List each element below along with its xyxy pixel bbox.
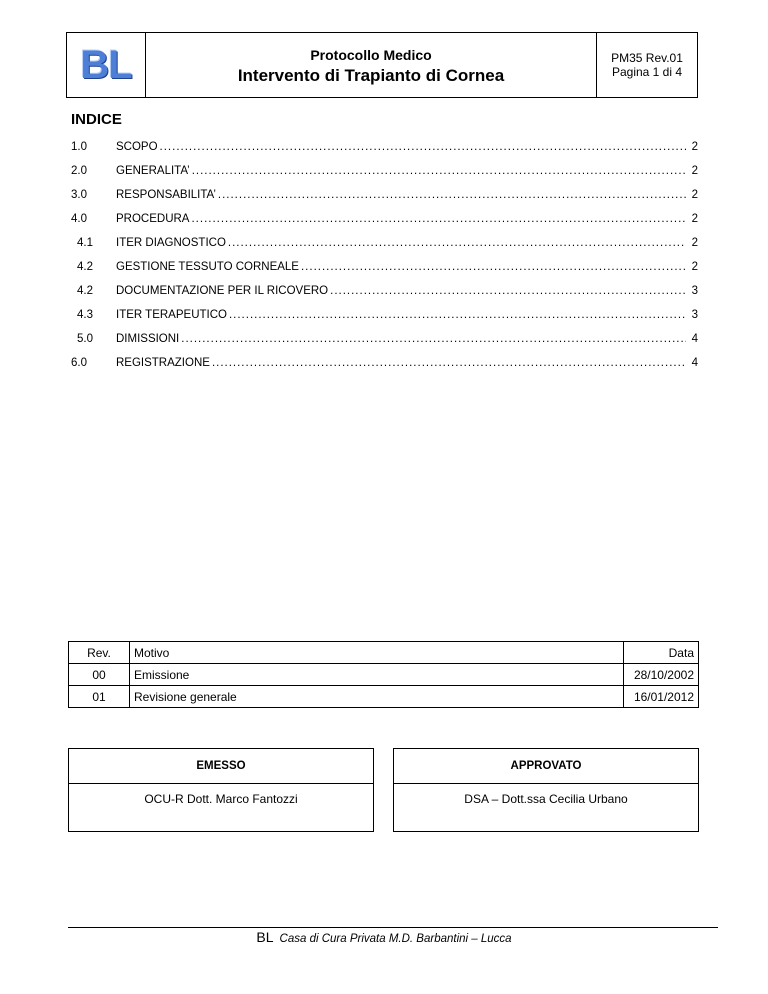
toc-title: PROCEDURA (116, 213, 190, 225)
toc-number: 2.0 (71, 165, 87, 177)
toc-entry[interactable] (71, 333, 698, 357)
footer-logo: BL (256, 929, 274, 945)
toc-page: 2 (691, 261, 698, 273)
cell-rev: 01 (69, 686, 130, 708)
toc-number: 4.2 (77, 285, 93, 297)
table-row (69, 664, 699, 686)
table-of-contents (71, 141, 698, 381)
toc-title: RESPONSABILITA’ (116, 189, 216, 201)
toc-entry[interactable] (71, 261, 698, 285)
toc-title: GENERALITA’ (116, 165, 190, 177)
emesso-box (68, 748, 374, 832)
table-header-row (69, 642, 699, 664)
doc-title: Intervento di Trapianto di Cornea (237, 65, 505, 85)
table-row (69, 686, 699, 708)
approvato-name: DSA – Dott.ssa Cecilia Urbano (464, 792, 628, 806)
header-title-cell (146, 33, 597, 97)
toc-page: 4 (691, 357, 698, 369)
toc-title: DOCUMENTAZIONE PER IL RICOVERO (116, 285, 329, 297)
doc-type: Protocollo Medico (310, 46, 432, 63)
footer-text: Casa di Cura Privata M.D. Barbantini – Lucca (279, 933, 512, 945)
toc-title: REGISTRAZIONE (116, 357, 210, 369)
page-footer (0, 929, 768, 945)
toc-number: 4.1 (77, 237, 93, 249)
toc-entry[interactable] (71, 309, 698, 333)
toc-page: 3 (691, 309, 698, 321)
toc-page: 2 (691, 213, 698, 225)
approvato-box (393, 748, 699, 832)
revision-table (68, 641, 699, 708)
header-ref-cell (597, 33, 697, 97)
toc-entry[interactable] (71, 213, 698, 237)
header-motivo: Motivo (130, 642, 624, 664)
toc-entry[interactable] (71, 357, 698, 381)
emesso-label: EMESSO (69, 749, 373, 784)
toc-number: 4.3 (77, 309, 93, 321)
toc-number: 4.0 (71, 213, 87, 225)
cell-data: 28/10/2002 (624, 664, 699, 686)
header-rev: Rev. (69, 642, 130, 664)
toc-entry[interactable] (71, 237, 698, 261)
toc-title: DIMISSIONI (116, 333, 180, 345)
toc-number: 6.0 (71, 357, 87, 369)
header-data: Data (624, 642, 699, 664)
cell-data: 16/01/2012 (624, 686, 699, 708)
toc-title: ITER TERAPEUTICO (116, 309, 227, 321)
toc-page: 2 (691, 141, 698, 153)
toc-entry[interactable] (71, 141, 698, 165)
doc-code: PM35 Rev.01 (611, 51, 683, 65)
toc-title: ITER DIAGNOSTICO (116, 237, 226, 249)
toc-page: 2 (691, 237, 698, 249)
toc-page: 4 (691, 333, 698, 345)
toc-number: 1.0 (71, 141, 87, 153)
cell-rev: 00 (69, 664, 130, 686)
page-indicator: Pagina 1 di 4 (611, 65, 683, 79)
toc-page: 2 (691, 165, 698, 177)
index-heading: INDICE (71, 111, 122, 128)
footer-divider (68, 927, 718, 928)
logo-cell (67, 33, 146, 97)
cell-motivo: Revisione generale (130, 686, 624, 708)
toc-entry[interactable] (71, 285, 698, 309)
toc-number: 4.2 (77, 261, 93, 273)
toc-number: 3.0 (71, 189, 87, 201)
toc-entry[interactable] (71, 165, 698, 189)
bl-logo: BL (80, 42, 132, 87)
toc-page: 2 (691, 189, 698, 201)
approvato-label: APPROVATO (394, 749, 698, 784)
toc-title: GESTIONE TESSUTO CORNEALE (116, 261, 299, 273)
toc-entry[interactable] (71, 189, 698, 213)
toc-page: 3 (691, 285, 698, 297)
toc-number: 5.0 (77, 333, 93, 345)
emesso-name: OCU-R Dott. Marco Fantozzi (144, 792, 298, 806)
toc-title: SCOPO (116, 141, 158, 153)
cell-motivo: Emissione (130, 664, 624, 686)
document-header (66, 32, 698, 98)
